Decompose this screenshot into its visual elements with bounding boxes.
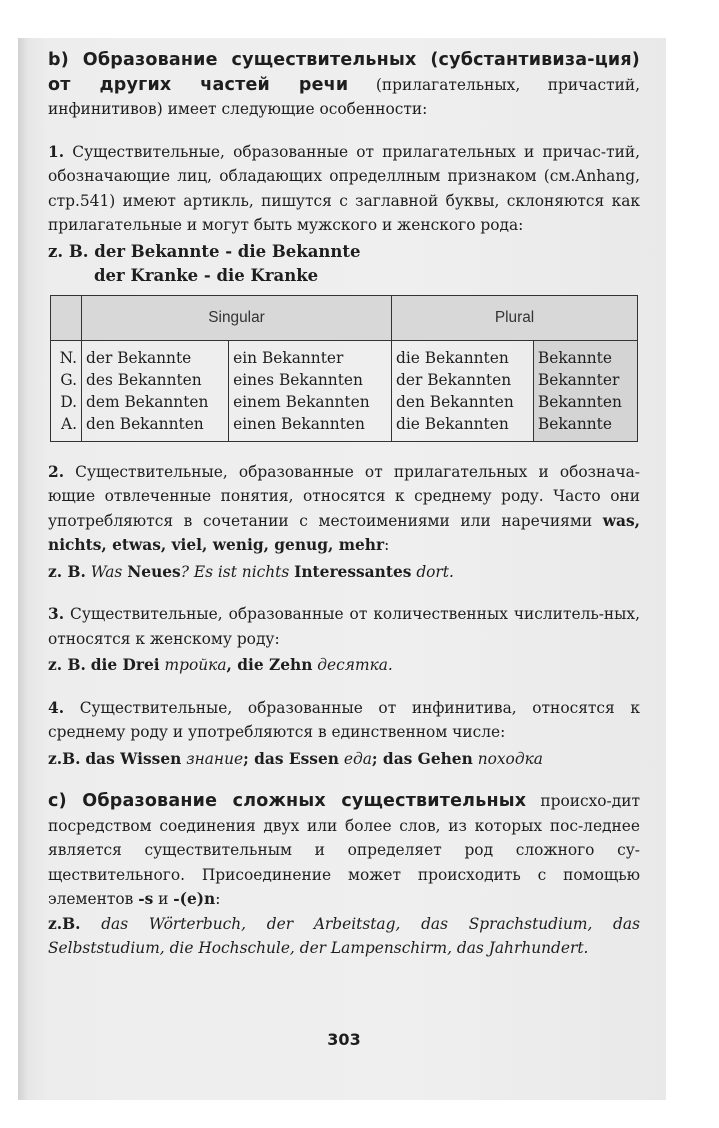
table-cell: der Bekannte [82, 340, 229, 369]
example-bold: Interessantes [294, 562, 412, 581]
example-prefix: z. B. [48, 562, 86, 581]
table-row [51, 340, 638, 369]
case-cell: N. [51, 340, 82, 369]
table-cell: dem Bekannten [82, 391, 229, 413]
example-prefix: z.B. [48, 749, 81, 768]
section-b-paragraph [48, 48, 640, 122]
table-cell: den Bekannten [392, 391, 534, 413]
point-3-text: Существительные, образованные от количественных числитель-ных, относятся к женскому роду: [48, 605, 640, 648]
section-c-text: происхо-дит посредством соединения двух или более слов, из которых пос-леднее является существительным и определяет род сложного су-ществительного. Присоединение может происходить с помощью элементов [48, 792, 640, 908]
table-cell: Bekannte [533, 340, 637, 369]
table-cell: den Bekannten [82, 413, 229, 442]
point-1-example-2: der Kranke - die Kranke [94, 266, 319, 285]
case-cell: A. [51, 413, 82, 442]
point-3-paragraph [48, 602, 640, 651]
example-italic: походка [477, 749, 543, 768]
point-2-example [48, 560, 640, 585]
example-bold: das Wissen [85, 749, 182, 768]
point-2-text: Существительные, образованные от прилагательных и обознача-ющие отвлеченные понятия, относятся к среднему роду. Часто они употребляются в сочетании с местоимениями или наречиями [48, 462, 640, 530]
section-b-heading: b) Образование существительных (субстантивиза-ция) от других частей речи [48, 50, 640, 95]
point-4-number: 4. [48, 698, 65, 717]
point-4-example [48, 747, 640, 772]
point-3-number: 3. [48, 605, 65, 623]
point-1-example-1: z. B. der Bekannte - die Bekannte [48, 241, 361, 261]
example-italic: dort. [416, 562, 454, 581]
example-italic: ? Es ist nichts [180, 562, 290, 581]
section-c-heading: c) Образование сложных существительных [48, 791, 527, 811]
point-4-paragraph [48, 696, 640, 745]
example-prefix: z.B. [48, 914, 81, 933]
example-bold: Neues [127, 562, 181, 581]
example-bold: ; das Essen [243, 749, 339, 768]
section-c-example [48, 912, 640, 961]
example-prefix: z. B. [48, 656, 86, 674]
table-cell: Bekannte [533, 413, 637, 442]
table-cell: ein Bekannter [229, 340, 392, 369]
table-header-row [51, 295, 638, 340]
section-c-paragraph [48, 789, 640, 912]
point-2-colon: : [384, 536, 390, 554]
case-cell: G. [51, 369, 82, 391]
table-row [51, 391, 638, 413]
example-italic: Was [90, 562, 123, 581]
point-4-text: Существительные, образованные от инфинитива, относятся к среднему роду и употребляются в единственном числе: [48, 698, 640, 741]
example-italic: еда [343, 749, 372, 768]
case-cell: D. [51, 391, 82, 413]
section-c-element-en: -(e)n [173, 890, 216, 908]
point-1-text: Существительные, образованные от прилагательных и причас-тий, обозначающие лиц, обладающих определлным признаком (см.Anhang, стр.541) имеют артикль, пишутся с заглавной буквы, склоняются как прилагательные и могут быть мужского и женского рода: [48, 142, 640, 234]
declension-table [50, 295, 638, 442]
table-cell: die Bekannten [392, 340, 534, 369]
table-header-plural: Plural [392, 295, 638, 340]
table-cell: die Bekannten [392, 413, 534, 442]
example-italic: тройка [164, 656, 227, 674]
table-cell: der Bekannten [392, 369, 534, 391]
table-cell: eines Bekannten [229, 369, 392, 391]
section-c-element-s: -s [138, 890, 154, 908]
page-content [48, 48, 641, 1049]
table-cell: Bekannten [533, 391, 637, 413]
table-cell: einem Bekannten [229, 391, 392, 413]
point-2-words: was, nichts, etwas, viel, wenig, genug, mehr [48, 511, 640, 554]
table-row [51, 369, 638, 391]
point-1-number: 1. [48, 142, 65, 161]
section-c-colon: : [215, 890, 221, 908]
section-b-text: (прилагательных, причастий, инфинитивов) имеет следующие особенности: [48, 75, 641, 118]
table-row [51, 413, 638, 442]
table-cell: Bekannter [533, 369, 637, 391]
example-italic: знание [186, 749, 244, 768]
page-number: 303 [327, 1030, 361, 1049]
table-header-singular: Singular [82, 295, 392, 340]
example-italic: десятка. [317, 656, 393, 674]
example-italic: das Wörterbuch, der Arbeitstag, das Sprachstudium, das Selbststudium, die Hochschule, der Lampenschirm, das Jahrhundert. [48, 914, 640, 957]
section-c-and: и [153, 890, 174, 908]
table-header-empty [51, 295, 82, 340]
example-bold: ; das Gehen [371, 749, 473, 768]
example-bold: , die Zehn [226, 656, 313, 674]
point-3-example [48, 653, 640, 678]
point-2-paragraph [48, 460, 640, 558]
table-cell: des Bekannten [82, 369, 229, 391]
point-1-paragraph [48, 140, 640, 238]
example-bold: die Drei [90, 656, 160, 674]
point-2-number: 2. [48, 462, 65, 481]
table-cell: einen Bekannten [229, 413, 392, 442]
